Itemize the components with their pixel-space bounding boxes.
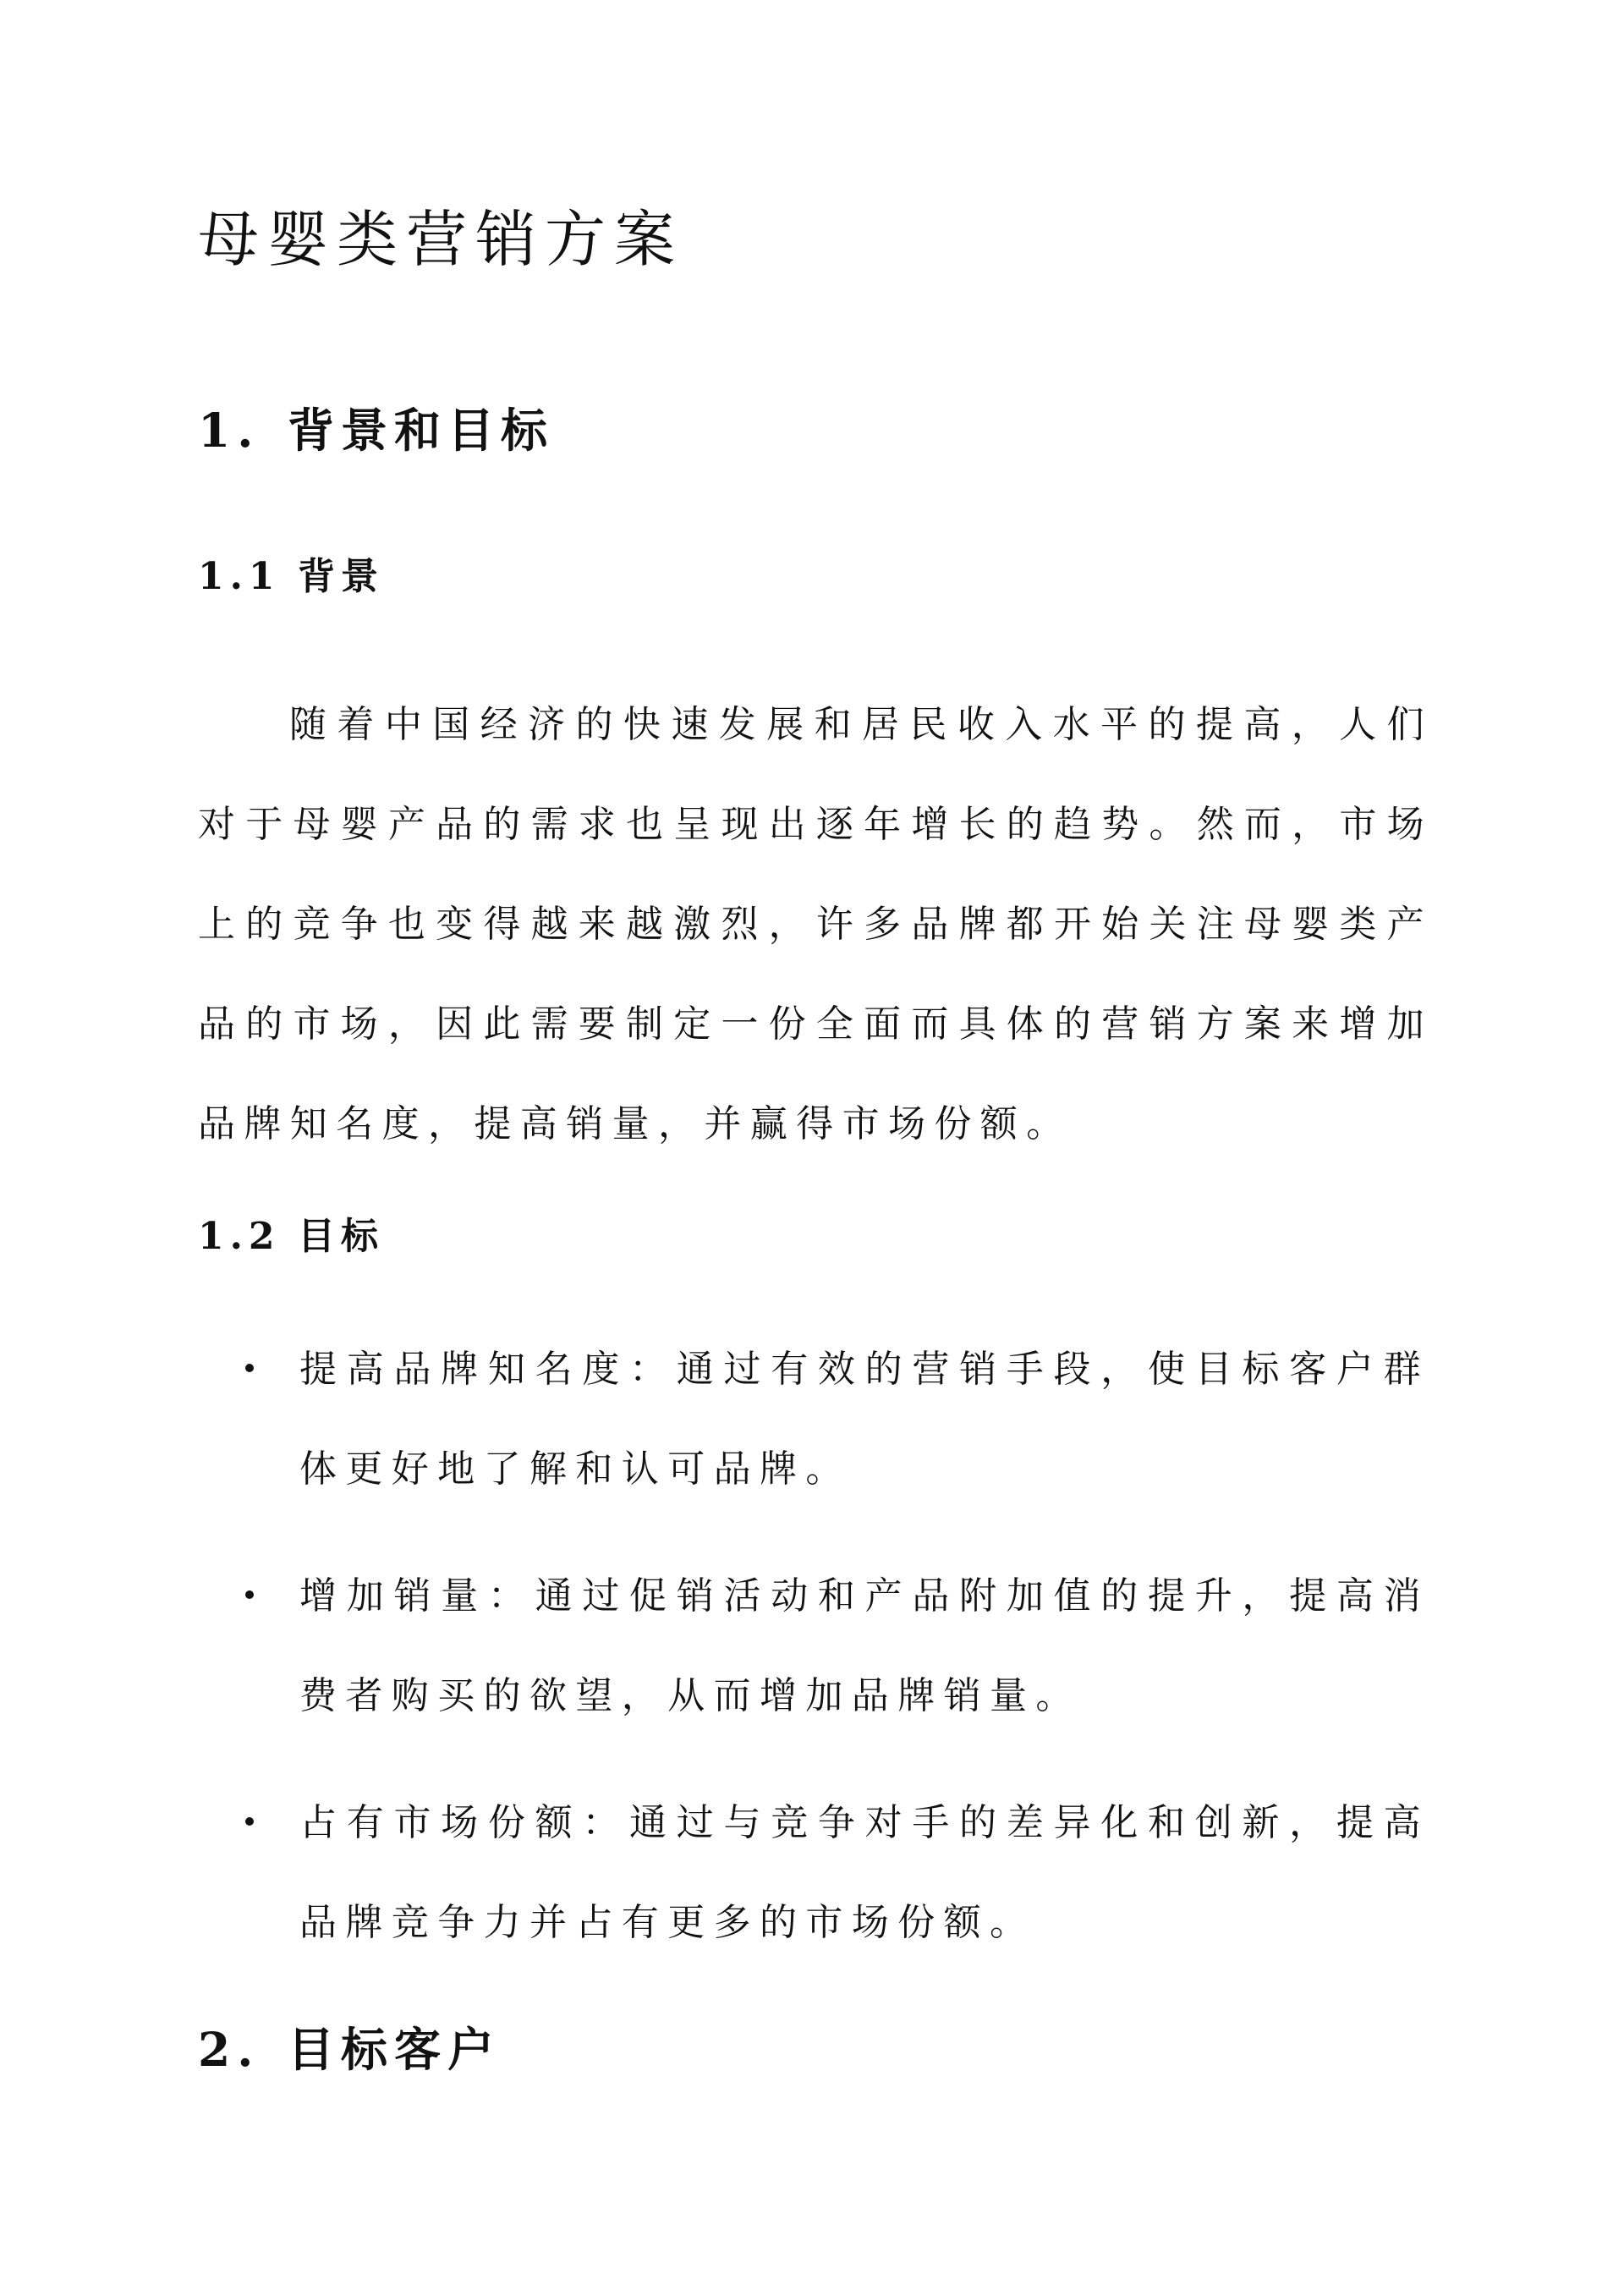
subsection-number: 1.2	[198, 1215, 281, 1258]
section-number: 1.	[198, 403, 261, 458]
goal-list-item	[245, 1320, 1429, 1519]
section-title: 背景和目标	[288, 403, 555, 458]
section-title: 目标客户	[288, 2022, 502, 2077]
document-title: 母婴类营销方案	[198, 204, 684, 275]
subsection-title: 背景	[298, 555, 384, 598]
subsection-heading	[198, 555, 384, 600]
background-paragraph: 随着中国经济的快速发展和居民收入水平的提高，人们对于母婴产品的需求也呈现出逐年增长的趋势。然而，市场上的竞争也变得越来越激烈，许多品牌都开始关注母婴类产品的市场，因此需要制定一份全面而具体的营销方案来增加品牌知名度，提高销量，并赢得市场份额。	[198, 703, 1433, 1145]
bullet-icon	[245, 1590, 254, 1599]
goal-text: 占有市场份额：通过与竞争对手的差异化和创新，提高品牌竞争力并占有更多的市场份额。	[299, 1801, 1429, 1944]
goal-text: 增加销量：通过促销活动和产品附加值的提升，提高消费者购买的欲望，从而增加品牌销量。	[299, 1574, 1429, 1717]
goal-list-item	[245, 1773, 1429, 1973]
section-heading	[198, 2022, 501, 2078]
goal-text: 提高品牌知名度：通过有效的营销手段，使目标客户群体更好地了解和认可品牌。	[299, 1348, 1429, 1491]
subsection-number: 1.1	[198, 555, 281, 598]
bullet-icon	[245, 1364, 254, 1372]
subsection-heading	[198, 1215, 384, 1260]
bullet-icon	[245, 1817, 254, 1826]
goal-list-item	[245, 1546, 1429, 1746]
section-heading	[198, 403, 554, 459]
subsection-title: 目标	[298, 1215, 384, 1258]
section-number: 2.	[198, 2022, 261, 2077]
